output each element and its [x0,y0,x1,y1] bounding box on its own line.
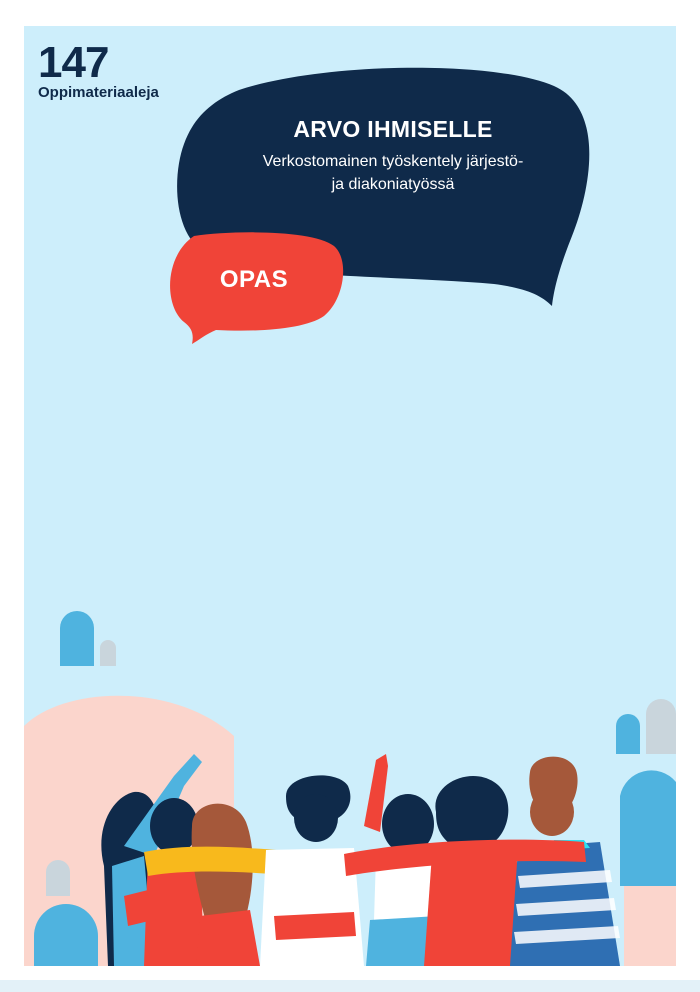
blue-capsule-right-large [620,770,676,886]
subtitle-line-1: Verkostomainen työskentely järjestö- [262,153,524,170]
cover-page [24,26,676,966]
series-number: 147 [38,38,109,87]
person-3 [192,804,260,966]
speech-bubbles [24,26,676,366]
grey-capsule-right [646,699,676,754]
blue-capsule-right-small [616,714,640,754]
page-bottom-strip [0,980,700,992]
cover-subtitle [200,150,586,196]
title-block [200,114,586,196]
opas-badge: OPAS [219,266,289,293]
series-label: Oppimateriaaleja [38,84,159,101]
subtitle-line-2: ja diakoniatyössä [331,176,455,193]
person-6 [424,776,524,966]
cover-title: ARVO IHMISELLE [293,116,493,142]
blue-capsule-top-left [60,611,94,666]
grey-capsule-left [46,860,70,896]
person-7 [510,757,620,966]
blue-capsule-left [34,904,98,966]
friends-illustration [24,586,676,966]
grey-capsule-top-left [100,640,116,666]
